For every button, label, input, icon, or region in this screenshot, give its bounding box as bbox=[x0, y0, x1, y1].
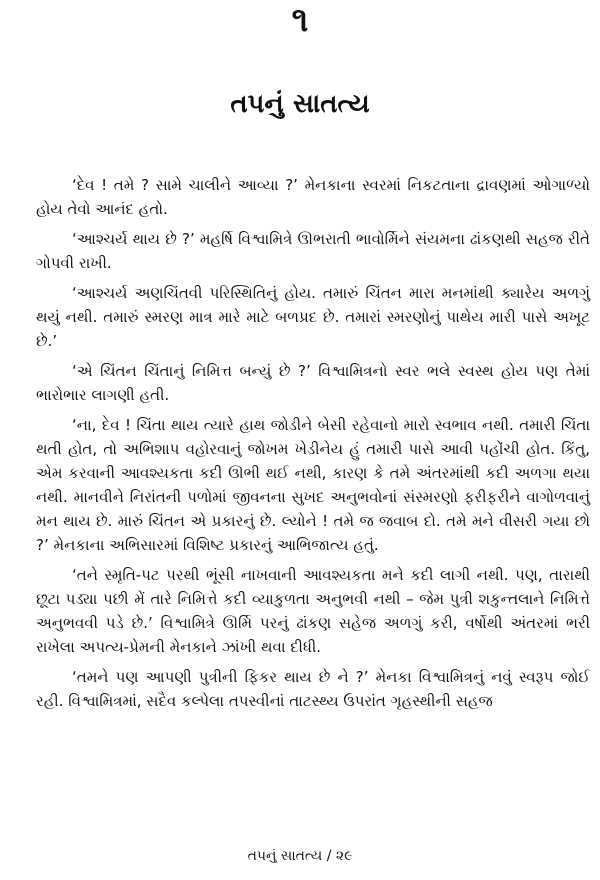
body-text bbox=[36, 173, 590, 713]
paragraph: ‘આશ્ચર્ય થાય છે ?’ મહર્ષિ વિશ્વામિત્રે ઊભરાતી ભાવોર્મિને સંયમના ઢાંકણથી સહજ રીતે ગોપવી રાખી. bbox=[36, 230, 590, 272]
page-footer: તપનું સાતત્ય / ૨૯ bbox=[247, 848, 353, 864]
paragraph: ‘તને સ્મૃતિ-પટ પરથી ભૂંસી નાખવાની આવશ્યકતા મને કદી લાગી નથી. પણ, તારાથી છૂટા પડ્યા પછી મેં તારે નિમિત્તે કદી વ્યાકુળતા અનુભવી નથી – જેમ પુત્રી શકુન્તલાને નિમિત્તે અનુભવવી પડે છે.’ વિશ્વામિત્રે ઊર્મિ પરનું ઢાંકણ સહેજ અળગું કરી, વર્ષોથી અંતરમાં ભરી રાખેલા અપત્ય-પ્રેમની મેનકાને ઝાંખી થવા દીધી. bbox=[36, 566, 590, 656]
paragraph: ‘એ ચિંતન ચિંતાનું નિમિત્ત બન્યું છે ?’ વિશ્વામિત્રનો સ્વર ભલે સ્વસ્થ હોય પણ તેમાં ભારોભાર લાગણી હતી. bbox=[36, 362, 590, 404]
paragraph: ‘દેવ ! તમે ? સામે ચાલીને આવ્યા ?’ મેનકાના સ્વરમાં નિકટતાના દ્રાવણમાં ઓગાળ્યો હોય તેવો આનંદ હતો. bbox=[36, 176, 590, 218]
paragraph: ‘આશ્ચર્ય અણચિંતવી પરિસ્થિતિનું હોય. તમારું ચિંતન મારા મનમાંથી ક્યારેય અળગું થયું નથી. તમારું સ્મરણ માત્ર મારે માટે બળપ્રદ છે. તમારાં સ્મરણોનું પાથેય મારી પાસે અખૂટ છે.’ bbox=[36, 284, 590, 350]
chapter-number: ૧ bbox=[291, 0, 309, 40]
paragraph: ‘તમને પણ આપણી પુત્રીની ફિકર થાય છે ને ?’ મેનકા વિશ્વામિત્રનું નવું સ્વરૂપ જોઈ રહી. વિશ્વામિત્રમાં, સદૈવ કલ્પેલા તપસ્વીનાં તાટસ્થ્ય ઉપરાંત ગૃહસ્થીની સહજ bbox=[36, 668, 590, 710]
chapter-title: તપનું સાતત્ય bbox=[230, 89, 370, 119]
paragraph: ‘ના, દેવ ! ચિંતા થાય ત્યારે હાથ જોડીને બેસી રહેવાનો મારો સ્વભાવ નથી. તમારી ચિંતા થતી હોત, તો અભિશાપ વહોરવાનું જોખમ ખેડીનેય હું તમારી પાસે આવી પહોંચી હોત. કિંતુ, એમ કરવાની આવશ્યકતા કદી ઊભી થઈ નથી, કારણ કે તમે અંતરમાંથી કદી અળગા થયા નથી. માનવીને નિરાંતની પળોમાં જીવનના સુખદ અનુભવોનાં સંસ્મરણો ફરીફરીને વાગોળવાનું મન થાય છે. મારું ચિંતન એ પ્રકારનું છે. લ્યોને ! તમે જ જવાબ દો. તમે મને વીસરી ગયા છો ?’ મેનકાના અભિસારમાં વિશિષ્ટ પ્રકારનું આભિજાત્ય હતું. bbox=[36, 416, 590, 554]
